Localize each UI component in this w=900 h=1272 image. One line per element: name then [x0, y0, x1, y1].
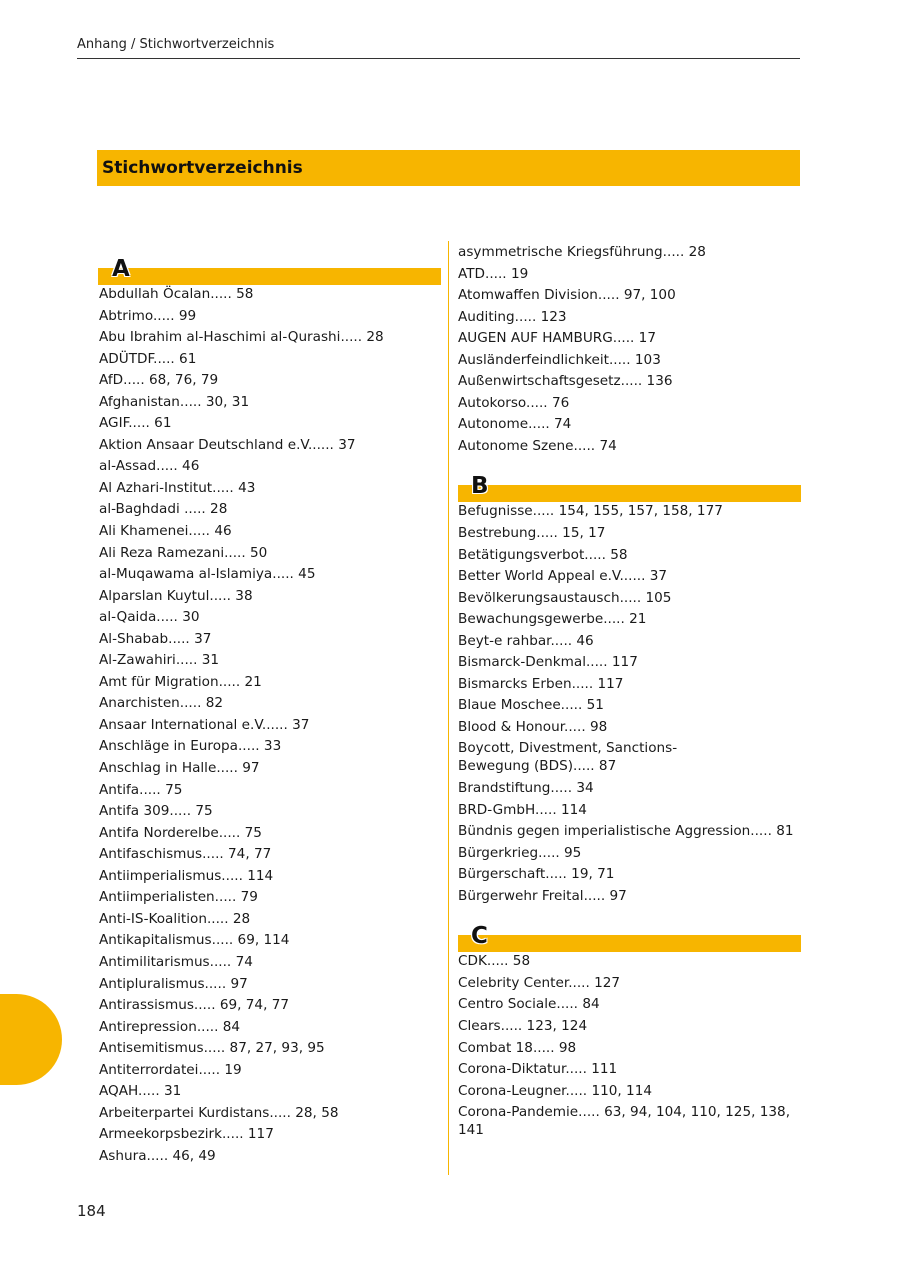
index-entry: Antirassismus..... 69, 74, 77: [99, 997, 290, 1014]
index-entry: Auditing..... 123: [458, 308, 567, 325]
entry-list-a: [99, 285, 441, 1165]
entry-list-a-continued: [458, 243, 801, 455]
index-entry: Clears..... 123, 124: [458, 1017, 588, 1034]
index-title-bar: [97, 150, 800, 186]
index-entry: Betätigungsverbot..... 58: [458, 546, 628, 563]
index-entry: Antiterrordatei..... 19: [99, 1061, 242, 1078]
letter-section-a: [99, 241, 441, 1165]
index-entry: Al-Zawahiri..... 31: [99, 652, 220, 669]
column-divider: [448, 241, 449, 1175]
index-entry: Antiimperialismus..... 114: [99, 867, 274, 884]
index-entry: Beyt-e rahbar..... 46: [458, 632, 594, 649]
running-header: Anhang / Stichwortverzeichnis: [77, 37, 800, 59]
index-entry: Brandstiftung..... 34: [458, 780, 594, 797]
index-entry: Antipluralismus..... 97: [99, 975, 248, 992]
letter-section-c: [458, 908, 801, 1139]
index-entry: Abtrimo..... 99: [99, 307, 197, 324]
index-entry: Atomwaffen Division..... 97, 100: [458, 287, 676, 304]
index-entry: Autonome..... 74: [458, 416, 572, 433]
letter-band: [98, 268, 441, 285]
index-entry: Antifa..... 75: [99, 781, 183, 798]
index-entry: Blaue Moschee..... 51: [458, 697, 604, 714]
index-entry: CDK..... 58: [458, 953, 531, 970]
index-entry: Antiimperialisten..... 79: [99, 889, 258, 906]
entry-line: Corona-Pandemie..... 63, 94, 104, 110, 125, 138,: [458, 1104, 791, 1121]
index-entry: Corona-Leugner..... 110, 114: [458, 1082, 652, 1099]
index-entry: Aktion Ansaar Deutschland e.V...... 37: [99, 436, 356, 453]
index-entry: Abdullah Öcalan..... 58: [99, 286, 254, 302]
index-entry: al-Qaida..... 30: [99, 609, 200, 626]
index-entry: Antisemitismus..... 87, 27, 93, 95: [99, 1040, 325, 1057]
index-entry: Amt für Migration..... 21: [99, 673, 262, 690]
entry-line: Bewegung (BDS)..... 87: [458, 758, 617, 775]
index-entry: BRD-GmbH..... 114: [458, 801, 587, 818]
letter-section-b: [458, 458, 801, 904]
index-entry: Abu Ibrahim al-Haschimi al-Qurashi..... 28: [99, 329, 384, 346]
index-entry: Anarchisten..... 82: [99, 695, 224, 712]
index-entry: al-Assad..... 46: [99, 458, 200, 475]
letter-heading-a: [99, 241, 441, 285]
entry-line: 141: [458, 1122, 484, 1139]
index-entry: AUGEN AUF HAMBURG..... 17: [458, 330, 656, 347]
index-entry: Bevölkerungsaustausch..... 105: [458, 589, 672, 606]
index-entry: Arbeiterpartei Kurdistans..... 28, 58: [99, 1104, 339, 1121]
index-entry: Antikapitalismus..... 69, 114: [99, 932, 290, 949]
index-entry: Befugnisse..... 154, 155, 157, 158, 177: [458, 503, 723, 520]
index-entry: Afghanistan..... 30, 31: [99, 393, 250, 410]
index-entry: Centro Sociale..... 84: [458, 996, 600, 1013]
index-entry: Combat 18..... 98: [458, 1039, 577, 1056]
index-entry: Celebrity Center..... 127: [458, 974, 621, 991]
index-entry: Ashura..... 46, 49: [99, 1147, 216, 1164]
index-entry-multiline: [458, 1103, 801, 1139]
index-entry: Autokorso..... 76: [458, 394, 570, 411]
index-entry: AQAH..... 31: [99, 1083, 182, 1100]
index-column-right: [458, 243, 801, 1143]
index-column-left: [99, 241, 441, 1168]
index-entry: Bündnis gegen imperialistische Aggression..... 81: [458, 823, 794, 840]
entry-line: Boycott, Divestment, Sanctions-: [458, 740, 678, 757]
letter-band: [458, 935, 801, 952]
index-entry: Bürgerschaft..... 19, 71: [458, 866, 615, 883]
index-entry: Armeekorpsbezirk..... 117: [99, 1126, 274, 1143]
index-entry-multiline: [458, 739, 801, 775]
index-entry: Außenwirtschaftsgesetz..... 136: [458, 373, 673, 390]
index-entry: Bismarck-Denkmal..... 117: [458, 654, 638, 671]
index-entry: Ali Khamenei..... 46: [99, 523, 232, 540]
index-entry: Anti-IS-Koalition..... 28: [99, 910, 251, 927]
index-entry: Al Azhari-Institut..... 43: [99, 479, 256, 496]
index-entry: Antirepression..... 84: [99, 1018, 241, 1035]
index-entry: Ansaar International e.V...... 37: [99, 716, 310, 733]
index-entry: Ausländerfeindlichkeit..... 103: [458, 351, 661, 368]
letter-char: C: [471, 923, 488, 950]
index-entry: ADÜTDF..... 61: [99, 350, 197, 367]
index-entry: Antifa 309..... 75: [99, 803, 213, 820]
thumb-index-tab: [0, 994, 62, 1085]
letter-heading-c: [458, 908, 801, 952]
index-entry: Ali Reza Ramezani..... 50: [99, 544, 268, 561]
page-title: Stichwortverzeichnis: [102, 158, 303, 178]
index-entry: Bewachungsgewerbe..... 21: [458, 611, 647, 628]
index-entry: asymmetrische Kriegsführung..... 28: [458, 244, 706, 260]
index-entry: Anschläge in Europa..... 33: [99, 738, 282, 755]
index-entry: Antifaschismus..... 74, 77: [99, 846, 272, 863]
index-entry: Bestrebung..... 15, 17: [458, 525, 606, 542]
index-entry: Bismarcks Erben..... 117: [458, 675, 624, 692]
index-entry: ATD..... 19: [458, 265, 529, 282]
letter-char: B: [471, 473, 489, 500]
index-entry: Autonome Szene..... 74: [458, 437, 617, 454]
letter-heading-b: [458, 458, 801, 502]
index-entry: Blood & Honour..... 98: [458, 718, 608, 735]
index-entry: al-Muqawama al-Islamiya..... 45: [99, 566, 316, 583]
index-entry: Antifa Norderelbe..... 75: [99, 824, 262, 841]
index-entry: al-Baghdadi ..... 28: [99, 501, 228, 518]
page-number: 184: [77, 1202, 106, 1220]
index-entry: AGIF..... 61: [99, 415, 172, 432]
index-entry: Bürgerkrieg..... 95: [458, 844, 582, 861]
entry-list-c: [458, 952, 801, 1139]
index-entry: Antimilitarismus..... 74: [99, 953, 253, 970]
index-entry: Corona-Diktatur..... 111: [458, 1061, 618, 1078]
index-entry: Better World Appeal e.V...... 37: [458, 568, 668, 585]
index-entry: Al-Shabab..... 37: [99, 630, 212, 647]
index-entry: Bürgerwehr Freital..... 97: [458, 887, 627, 904]
letter-band: [458, 485, 801, 502]
index-entry: AfD..... 68, 76, 79: [99, 372, 219, 389]
index-entry: Anschlag in Halle..... 97: [99, 760, 260, 777]
index-entry: Alparslan Kuytul..... 38: [99, 587, 253, 604]
letter-char: A: [112, 256, 130, 282]
entry-list-b: [458, 502, 801, 904]
